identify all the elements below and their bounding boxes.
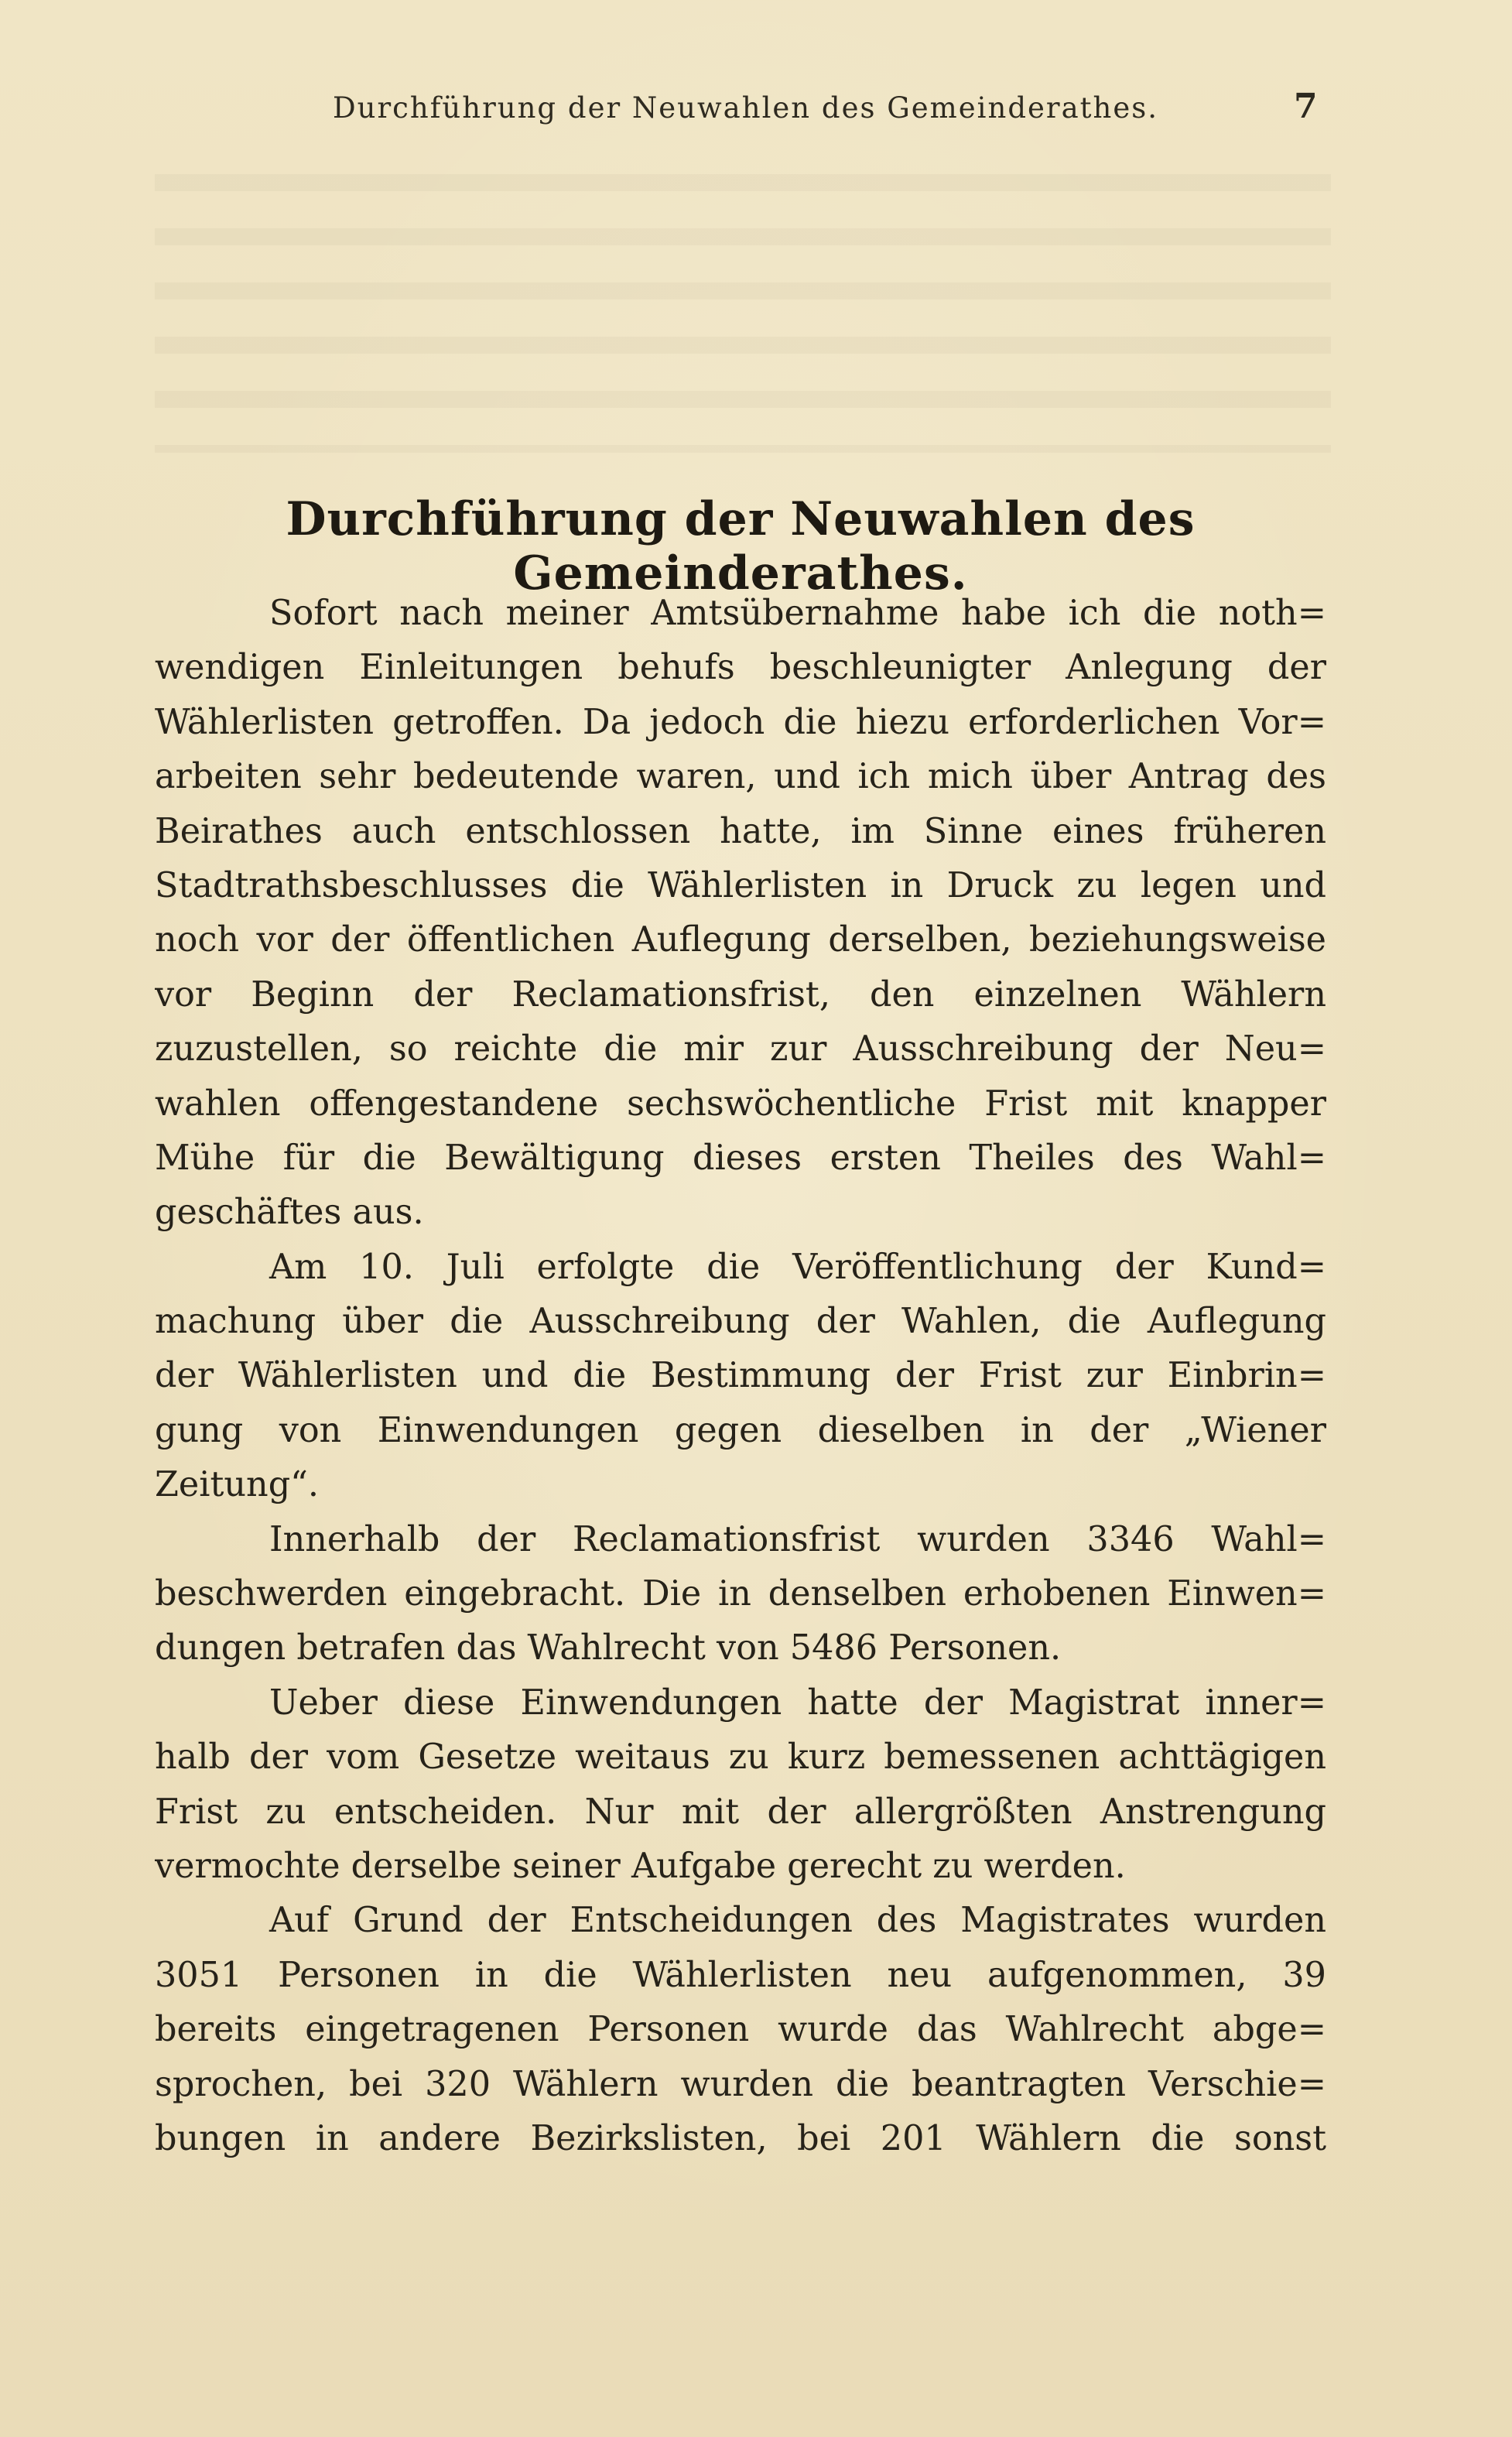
text-line: Mühe für die Bewältigung dieses ersten Theiles des Wahl= [155,1138,1326,1178]
text-line: zuzustellen, so reichte die mir zur Ausschreibung der Neu= [155,1029,1326,1070]
text-line: halb der vom Gesetze weitaus zu kurz bemessenen achttägigen [155,1737,1326,1778]
text-line: Stadtrathsbeschlusses die Wählerlisten in Druck zu legen und [155,865,1326,905]
text-line: beschwerden eingebracht. Die in denselben erhobenen Einwen= [155,1574,1326,1614]
text-line: wendigen Einleitungen behufs beschleunigter Anlegung der [155,648,1326,688]
text-line: Am 10. Juli erfolgte die Veröffentlichung der Kund= [269,1247,1326,1287]
page-number: 7 [1294,87,1318,126]
text-line: dungen betrafen das Wahlrecht von 5486 Personen. [155,1628,1062,1669]
section-heading: Durchführung der Neuwahlen des Gemeinderathes. [286,492,1196,601]
text-line: gung von Einwendungen gegen dieselben in der „Wiener [155,1410,1326,1450]
text-line: Ueber diese Einwendungen hatte der Magistrat inner= [269,1682,1326,1723]
text-line: 3051 Personen in die Wählerlisten neu aufgenommen, 39 [155,1955,1326,1995]
text-line: sprochen, bei 320 Wählern wurden die beantragten Verschie= [155,2064,1326,2104]
text-line: arbeiten sehr bedeutende waren, und ich mich über Antrag des [155,757,1326,797]
text-line: Wählerlisten getroffen. Da jedoch die hiezu erforderlichen Vor= [155,702,1326,742]
text-line: Innerhalb der Reclamationsfrist wurden 3346 Wahl= [269,1519,1326,1559]
text-line: bungen in andere Bezirkslisten, bei 201 Wählern die sonst [155,2118,1326,2158]
text-line: bereits eingetragenen Personen wurde das Wahlrecht abge= [155,2010,1326,2050]
text-line: Auf Grund der Entscheidungen des Magistrates wurden [269,1901,1326,1941]
text-line: Zeitung“. [155,1465,320,1505]
text-line: vermochte derselbe seiner Aufgabe gerecht zu werden. [155,1846,1126,1886]
text-line: der Wählerlisten und die Bestimmung der Frist zur Einbrin= [155,1356,1326,1396]
text-line: machung über die Ausschreibung der Wahlen, die Auflegung [155,1302,1326,1342]
text-line: geschäftes aus. [155,1193,424,1233]
body-text [155,587,1326,2166]
text-line: noch vor der öffentlichen Auflegung derselben, beziehungsweise [155,920,1326,960]
text-line: vor Beginn der Reclamationsfrist, den einzelnen Wählern [155,974,1326,1015]
text-line: Beirathes auch entschlossen hatte, im Sinne eines früheren [155,811,1326,851]
text-line: wahlen offengestandene sechswöchentliche Frist mit knapper [155,1083,1326,1124]
running-head: Durchführung der Neuwahlen des Gemeinderathes. [333,91,1158,125]
show-through-text [155,174,1331,453]
text-line: Frist zu entscheiden. Nur mit der allergrößten Anstrengung [155,1792,1326,1832]
text-line: Sofort nach meiner Amtsübernahme habe ich die noth= [269,594,1326,633]
